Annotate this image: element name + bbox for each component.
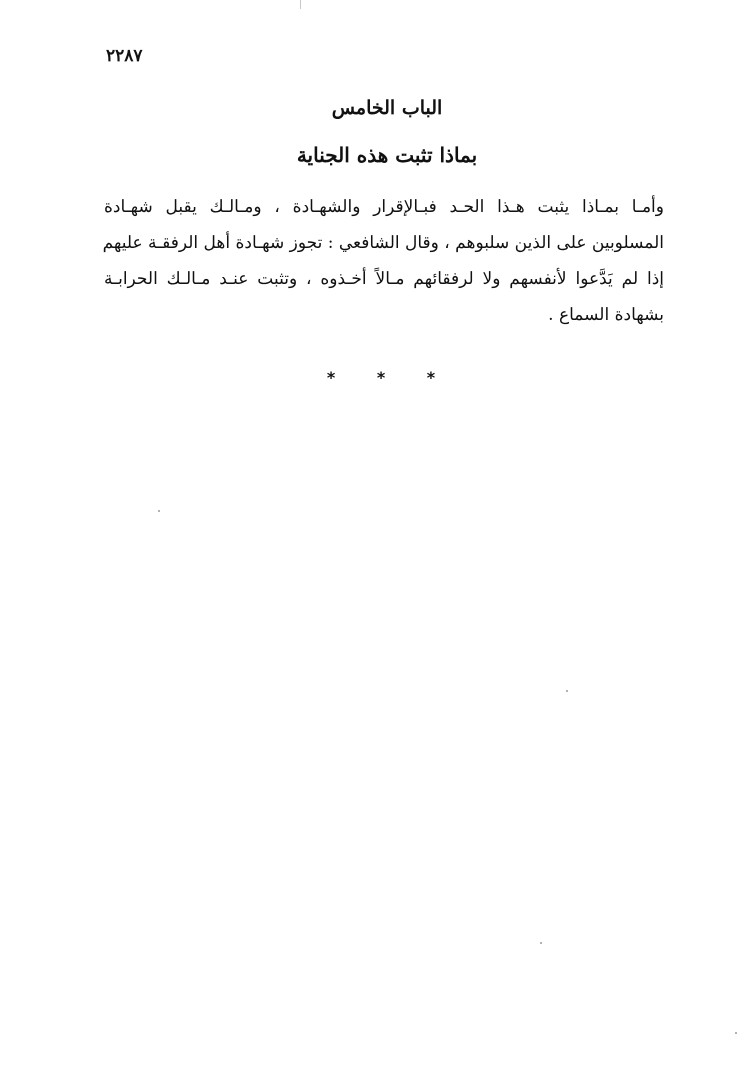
scan-speck (735, 1032, 737, 1034)
scan-speck (566, 690, 568, 692)
body-paragraph (104, 189, 664, 333)
body-line-1: وأمـا بمـاذا يثبت هـذا الحـد فبـالإقرار والشهـادة ، ومـالـك يقبل شهـادة (104, 197, 664, 217)
page-number: ٢٢٨٧ (106, 46, 143, 66)
section-title: بماذا تثبت هذه الجناية (296, 143, 478, 167)
body-line-2: المسلوبين على الذين سلبوهم ، وقال الشافعي : تجوز شهـادة أهل الرفقـة عليهم (102, 233, 664, 253)
scan-mark (300, 0, 301, 9)
body-line-4: بشهادة السماع . (548, 305, 664, 325)
body-line-3: إذا لم يَدَّعوا لأنفسهم ولا لرفقائهم مـالاً أخـذوه ، وتثبت عنـد مـالـك الحرابـة (104, 269, 664, 289)
scan-speck (540, 942, 542, 944)
section-separator: * * * (326, 368, 454, 387)
scan-speck (158, 510, 160, 512)
chapter-title: الباب الخامس (331, 97, 443, 119)
